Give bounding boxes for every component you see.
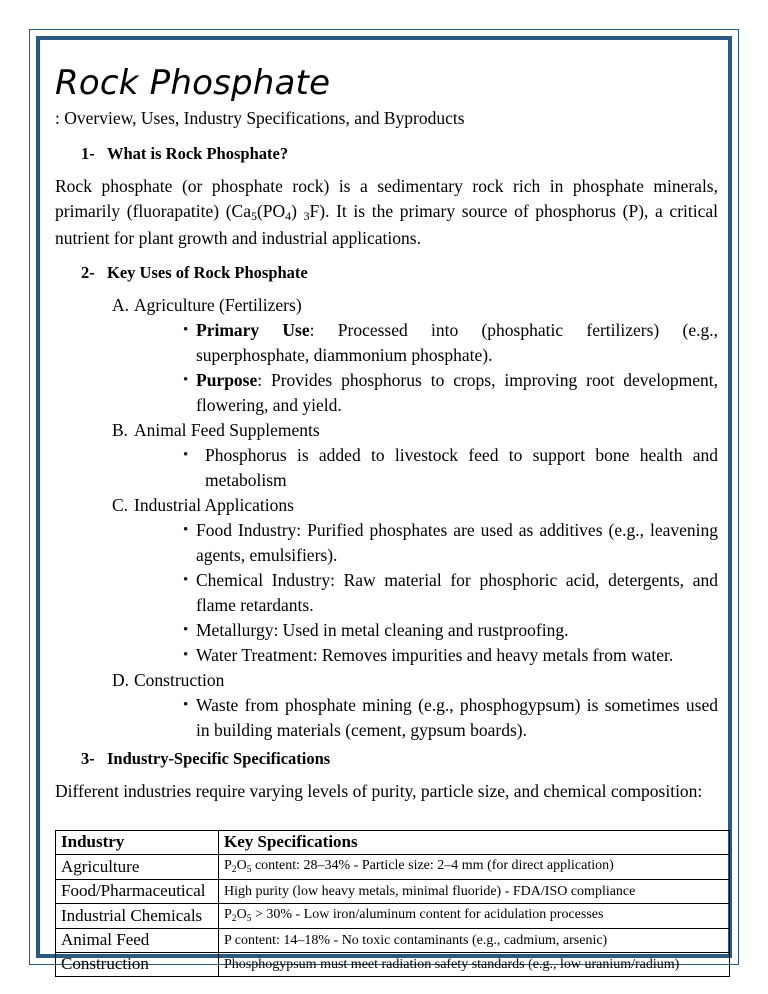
- subscript-po4: 4: [285, 209, 292, 224]
- subscript-2: 2: [231, 913, 237, 924]
- table-header-row: [56, 831, 730, 855]
- bullet-text: Waste from phosphate mining (e.g., phosphogypsum) is sometimes used in building materials (cement, gypsum boards).: [196, 695, 718, 740]
- subscript-ca5: 5: [250, 209, 257, 224]
- group-a-label: A.: [112, 295, 130, 315]
- subscript-2: 2: [231, 864, 237, 875]
- list-item: [183, 568, 718, 618]
- table-cell-specification: [219, 904, 730, 929]
- list-item: [183, 618, 718, 643]
- bullet-text: : Processed into (phosphatic fertilizers) (e.g., superphosphate, diammonium phosphate).: [196, 320, 718, 365]
- bullet-text: : Provides phosphorus to crops, improving root development, flowering, and yield.: [196, 370, 718, 415]
- para-text-part-2: (PO: [256, 201, 286, 221]
- bullet-list-group-d: [55, 693, 718, 743]
- bullet-lead: Primary Use: [196, 320, 310, 340]
- bullet-list-group-a: [55, 318, 718, 418]
- heading-1-text: What is Rock Phosphate?: [107, 144, 289, 163]
- page-subtitle: : Overview, Uses, Industry Specifications, and Byproducts: [55, 108, 465, 128]
- table-row: [56, 929, 730, 953]
- spec-text: > 30% - Low iron/aluminum content for acidulation processes: [251, 907, 604, 922]
- subscript-3: 3: [303, 209, 310, 224]
- table-row: [56, 880, 730, 904]
- table-row: [56, 904, 730, 929]
- bullet-lead: Purpose: [196, 370, 258, 390]
- bullet-text: Phosphorus is added to livestock feed to support bone health and metabolism: [205, 445, 718, 490]
- table-cell-industry: Construction: [56, 953, 219, 977]
- heading-3-number: 3-: [81, 749, 95, 768]
- bullet-list-group-c: [55, 518, 718, 668]
- bullet-text: Metallurgy: Used in metal cleaning and rustproofing.: [196, 620, 569, 640]
- list-item-group-d: [55, 668, 718, 693]
- bullet-text: Chemical Industry: Raw material for phosphoric acid, detergents, and flame retardants.: [196, 570, 718, 615]
- group-d-label: D.: [112, 670, 130, 690]
- heading-1-number: 1-: [81, 144, 95, 163]
- spec-text: content: 28–34% - Particle size: 2–4 mm (for direct application): [251, 858, 614, 873]
- list-item: [183, 318, 718, 368]
- group-c-title: Industrial Applications: [134, 495, 294, 515]
- group-d-title: Construction: [134, 670, 225, 690]
- list-item: [183, 643, 718, 668]
- specifications-table: [55, 830, 730, 977]
- table-header-industry: Industry: [56, 831, 219, 855]
- paragraph-what-is-rock-phosphate: [55, 174, 718, 251]
- table-cell-industry: Animal Feed: [56, 929, 219, 953]
- spec-text: P: [224, 858, 232, 873]
- table-header-key-specifications: Key Specifications: [219, 831, 730, 855]
- heading-2-text: Key Uses of Rock Phosphate: [107, 263, 308, 282]
- list-item: [183, 443, 718, 493]
- table-row: [56, 855, 730, 880]
- para-text-part-3: ): [291, 201, 304, 221]
- group-c-label: C.: [112, 495, 129, 515]
- list-item-group-b: [55, 418, 718, 443]
- group-b-label: B.: [112, 420, 129, 440]
- table-cell-industry: Industrial Chemicals: [56, 904, 219, 929]
- group-b-title: Animal Feed Supplements: [134, 420, 320, 440]
- heading-3-text: Industry-Specific Specifications: [107, 749, 331, 768]
- subscript-5: 5: [246, 864, 252, 875]
- para-text-part-1: Rock phosphate (or phosphate rock) is a sedimentary rock rich in phosphate minerals, primarily (fluorapatite) (Ca: [55, 176, 718, 221]
- table-cell-specification: P content: 14–18% - No toxic contaminants (e.g., cadmium, arsenic): [219, 929, 730, 953]
- bullet-text: Water Treatment: Removes impurities and heavy metals from water.: [196, 645, 674, 665]
- table-row: [56, 953, 730, 977]
- para-text-part-4: F). It is the primary source of phosphorus (P), a critical nutrient for plant growth and industrial applications.: [55, 201, 719, 248]
- list-item: [183, 368, 718, 418]
- table-cell-industry: Agriculture: [56, 855, 219, 880]
- heading-section-1: [55, 142, 718, 166]
- table-cell-specification: [219, 855, 730, 880]
- document-content: [55, 62, 718, 977]
- bullet-text: Food Industry: Purified phosphates are used as additives (e.g., leavening agents, emulsifiers).: [196, 520, 718, 565]
- heading-2-number: 2-: [81, 263, 95, 282]
- spec-text: O: [236, 858, 247, 873]
- paragraph-specifications-intro: Different industries require varying levels of purity, particle size, and chemical composition:: [55, 781, 703, 801]
- table-cell-specification: High purity (low heavy metals, minimal fluoride) - FDA/ISO compliance: [219, 880, 730, 904]
- spec-text: O: [236, 907, 247, 922]
- page-title: Rock Phosphate: [55, 63, 331, 103]
- subscript-5: 5: [246, 913, 252, 924]
- spec-text: P: [224, 907, 232, 922]
- heading-section-3: [55, 747, 718, 771]
- bullet-list-group-b: [55, 443, 718, 493]
- list-item-group-a: [55, 293, 718, 318]
- heading-section-2: [55, 261, 718, 285]
- table-cell-industry: Food/Pharmaceutical: [56, 880, 219, 904]
- list-item-group-c: [55, 493, 718, 518]
- group-a-title: Agriculture (Fertilizers): [134, 295, 302, 315]
- list-item: [183, 518, 718, 568]
- list-item: [183, 693, 718, 743]
- table-cell-specification: Phosphogypsum must meet radiation safety standards (e.g., low uranium/radium): [219, 953, 730, 977]
